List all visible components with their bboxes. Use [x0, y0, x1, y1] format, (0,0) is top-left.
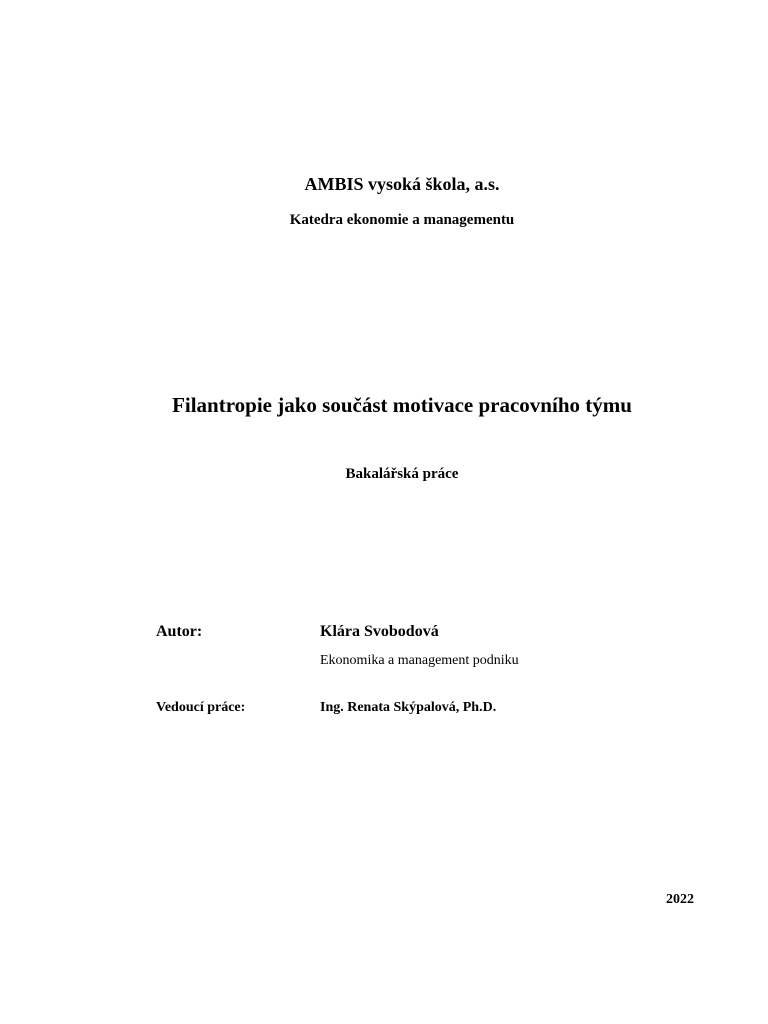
thesis-title: Filantropie jako součást motivace pracovního týmu	[172, 393, 632, 417]
author-label: Autor:	[156, 623, 203, 640]
author-name: Klára Svobodová	[320, 623, 439, 640]
department-name: Katedra ekonomie a managementu	[289, 212, 515, 228]
supervisor-label: Vedoucí práce:	[156, 700, 246, 715]
school-name: AMBIS vysoká škola, a.s.	[304, 174, 500, 194]
study-program: Ekonomika a management podniku	[320, 653, 519, 668]
year: 2022	[666, 892, 694, 907]
supervisor-name: Ing. Renata Skýpalová, Ph.D.	[320, 700, 497, 715]
thesis-type: Bakalářská práce	[345, 466, 459, 482]
